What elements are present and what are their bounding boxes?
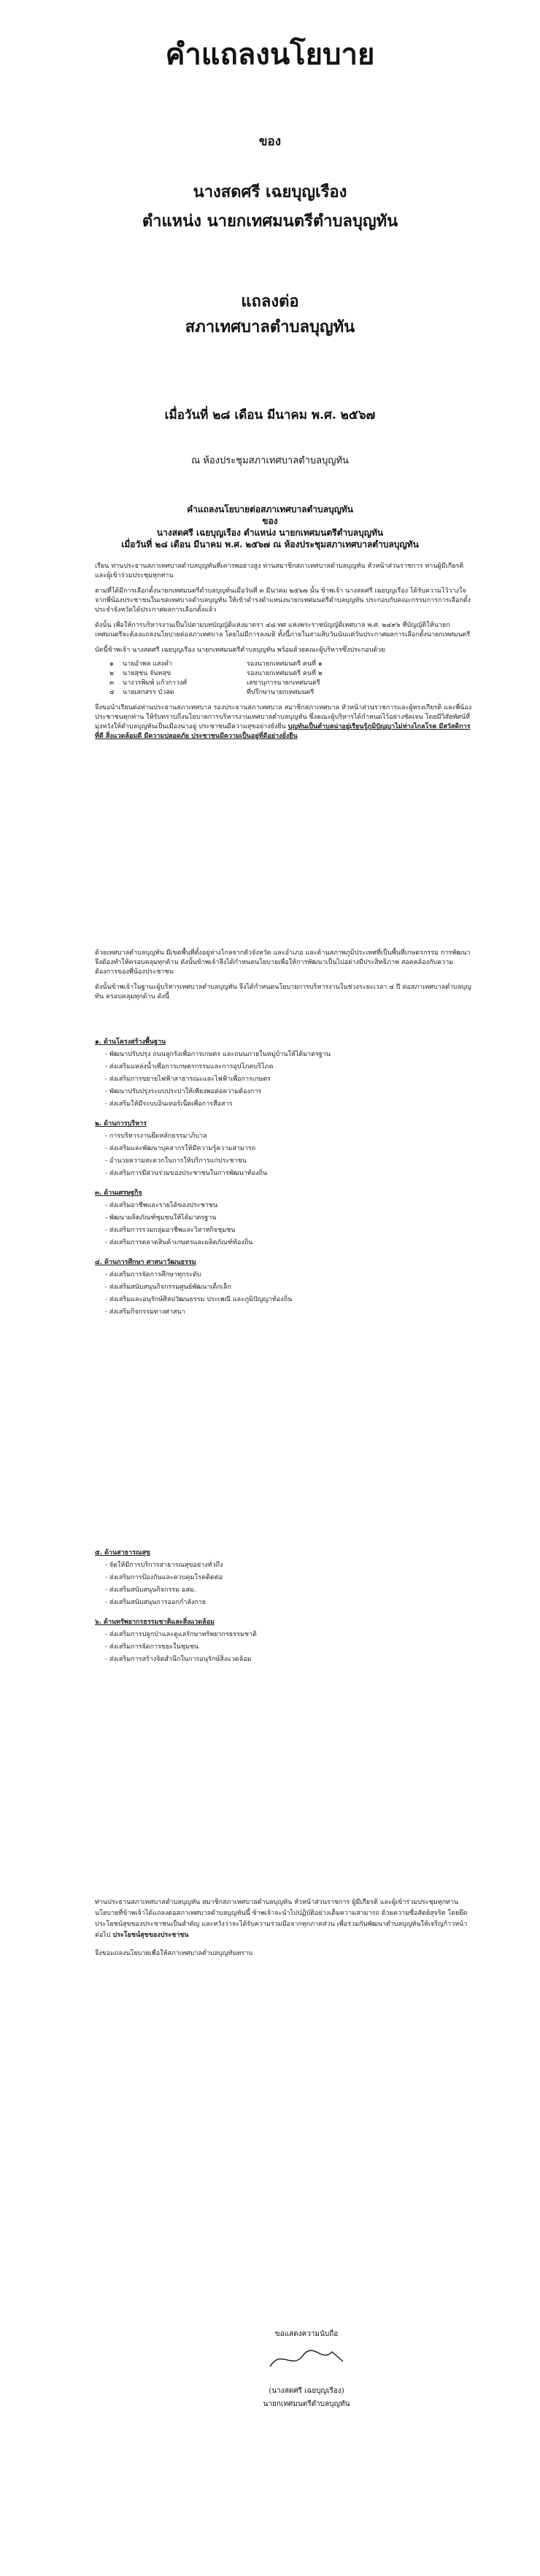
team-name: นายอำพล แสงคำ [123,660,173,668]
policy-intro: ด้วยเทศบาลตำบลบุญทัน มีเขตพื้นที่ตั้งอยู่ห่างไกลจากตัวจังหวัด และอำเภอ และด้านสภาพภูมิประเทศที่เป็นพื้นที่เกษตรกรรม การพัฒนาจึงต้องทำให้ครอบคลุมทุกด้าน ดังนั้นข้าพเจ้าจึงได้กำหนดนโยบายเพื่อให้การพัฒนาเป็นไปอย่างมีประสิทธิภาพ สอดคล้องกับความต้องการของพี่น้องประชาชน [95,949,471,976]
policy-item: - ส่งเสริมการจัดการขยะในชุมชน [105,1643,199,1651]
header-line: ของ [262,516,278,526]
intro-paragraph: ตามที่ได้มีการเลือกตั้งนายกเทศมนตรีตำบลบุญทันเมื่อวันที่ ๓ มีนาคม ๒๕๖๗ นั้น ข้าพเจ้า นางสดศรี เฉยบุญเรือง ได้รับความไว้วางใจจากพี่น้องประชาชนในเขตเทศบาลตำบลบุญทัน ให้เข้าดำรงตำแหน่งนายกเทศมนตรีตำบลบุญทัน ประกอบกับคณะกรรมการการเลือกตั้งประจำจังหวัดได้ประกาศผลการเลือกตั้งแล้ว [95,587,471,614]
closing-section [95,1897,474,1959]
closing-line: จึงขอแถลงนโยบายเพื่อให้สภาเทศบาลตำบลบุญทันทราบ [95,1950,253,1957]
policy-title: ๓. ด้านเศรษฐกิจ [95,1189,142,1197]
policy-item: - ส่งเสริมการมีส่วนร่วมของประชาชนในการพัฒนาท้องถิ่น [105,1170,268,1177]
intro-paragraph: เรียน ท่านประธานสภาเทศบาลตำบลบุญทันที่เคารพอย่างสูง ท่านสมาชิกสภาเทศบาลตำบลบุญทัน หัวหน้าส่วนราชการ ท่านผู้มีเกียรติ และผู้เข้าร่วมประชุมทุกท่าน [95,563,464,579]
policy-item: - ส่งเสริมและอนุรักษ์ศิลปวัฒนธรรม ประเพณี และภูมิปัญญาท้องถิ่น [105,1296,293,1303]
signature-block [234,2328,379,2411]
team-role: ที่ปรึกษานายกเทศมนตรี [247,689,315,696]
team-name: นางวรพิมพ์ แก้วกาวงศ์ [123,679,188,687]
intro-section [95,562,474,741]
intro-paragraph: ดังนั้น เพื่อให้การบริหารงานเป็นไปตามบทบัญญัติแห่งมาตรา ๔๘ ทศ แห่งพระราชบัญญัติเทศบาล พ.ศ. ๒๔๙๖ ที่บัญญัติให้นายกเทศมนตรีจะต้องแถลงนโยบายต่อสภาเทศบาล โดยไม่มีการลงมติ ทั้งนี้ภายในสามสิบวันนับแต่วันประกาศผลการเลือกตั้งนายกเทศมนตรี [95,622,471,639]
policies-part-1 [95,1036,474,1319]
policy-item: - ส่งเสริมการสร้างจิตสำนึกในการอนุรักษ์สิ่งแวดล้อม [105,1656,252,1663]
team-role: รองนายกเทศมนตรี คนที่ ๑ [247,660,323,668]
policy-item: - ส่งเสริมกิจกรรมทางศาสนา [105,1308,185,1316]
team-name: นายเสกสรร บัวสด [123,689,174,696]
team-name: นายสุชน จันทสุข [123,670,171,677]
council-name: สภาเทศบาลตำบลบุญทัน [185,317,355,336]
policy-items [105,1629,474,1666]
vision-bold: บุญทันเป็นตำบลน่าอยู่เรียนรู้ภูมิปัญญาไม่ห่างไกลโรค มีสวัสดิการที่ดี สิ่งแวดล้อมดี มีความปลอดภัย ประชาชนมีความเป็นอยู่ที่ดีอย่างยั่งยืน [95,723,471,740]
policy-items [105,1269,474,1319]
handwritten-signature [263,2341,350,2378]
policy-intro2: ดังนั้นข้าพเจ้าในฐานะผู้บริหารเทศบาลตำบลบุญทัน จึงได้กำหนดนโยบายการบริหารงานในช่วงระยะเวลา ๔ ปี ต่อสภาเทศบาลตำบลบุญทัน ครอบคลุมทุกด้าน ดังนี้ [95,984,471,1000]
policy-item: - อำนวยความสะดวกในการให้บริการแก่ประชาชน [105,1157,247,1165]
policy-items [105,1200,474,1249]
closing-text: ท่านประธานสภาเทศบาลตำบลบุญทัน สมาชิกสภาเทศบาลตำบลบุญทัน หัวหน้าส่วนราชการ ผู้มีเกียรติ และผู้เข้าร่วมประชุมทุกท่าน นโยบายที่ข้าพเจ้าได้แถลงต่อสภาเทศบาลตำบลบุญทันนี้ ข้าพเจ้าจะนำไปปฏิบัติอย่างเต็มความสามารถ ด้วยความซื่อสัตย์สุจริต โดยยึดประโยชน์สุขของประชาชนเป็นสำคัญ และหวังว่าจะได้รับความร่วมมือจากทุกภาคส่วน เพื่อร่วมกันพัฒนาตำบลบุญทันให้เจริญก้าวหน้าต่อไป [95,1899,468,1939]
intro-paragraph: บัดนี้ข้าพเจ้า นางสดศรี เฉยบุญเรือง นายกเทศมนตรีตำบลบุญทัน พร้อมด้วยคณะผู้บริหารซึ่งประกอบด้วย [95,647,385,654]
policy-title: ๖. ด้านทรัพยากรธรรมชาติและสิ่งแวดล้อม [95,1619,215,1626]
closing-bold: ประโยชน์สุขของประชาชน [112,1932,189,1939]
policy-item: - ส่งเสริมและพัฒนาบุคลากรให้มีความรู้ความสามารถ [105,1145,256,1152]
team-list [109,660,474,698]
policy-item: - ส่งเสริมแหล่งน้ำเพื่อการเกษตรกรรมและการอุปโภคบริโภค [105,1063,274,1071]
policy-items [105,1049,474,1111]
team-no: ๑ [109,660,114,668]
policy-item: - พัฒนาปรับปรุงระบบประปาให้เพียงพอต่อความต้องการ [105,1088,262,1095]
respect-line: ขอแสดงความนับถือ [274,2330,339,2338]
signer-position: นายกเทศมนตรีตำบลบุญทัน [263,2400,350,2408]
speaker-position: ตำแหน่ง นายกเทศมนตรีตำบลบุญทัน [142,212,398,231]
header-line: คำแถลงนโยบายต่อสภาเทศบาลตำบลบุญทัน [187,504,353,514]
policy-item: - ส่งเสริมให้มีระบบอินเทอร์เน็ตเพื่อการสื่อสาร [105,1100,233,1108]
policy-items [105,1130,474,1180]
policy-item: - ส่งเสริมสนับสนุนกิจกรรมศูนย์พัฒนาเด็กเล็ก [105,1284,231,1291]
page-title: คำแถลงนโยบาย [165,37,375,72]
signer-name: (นางสดศรี เฉยบุญเรือง) [269,2387,344,2395]
venue-line: ณ ห้องประชุมสภาเทศบาลตำบลบุญทัน [191,455,349,466]
policy-intro-section [95,949,474,1009]
policy-item: - พัฒนาผลิตภัณฑ์ชุมชนให้ได้มาตรฐาน [105,1214,217,1222]
policy-item: - การบริหารงานยึดหลักธรรมาภิบาล [105,1133,207,1140]
policy-item: - พัฒนาปรับปรุง ถนนลูกรังเพื่อการเกษตร และถนนภายในหมู่บ้านให้ได้มาตรฐาน [105,1051,331,1058]
vision-text: จึงขอนำเรียนต่อท่านประธานสภาเทศบาล รองประธานสภาเทศบาล สมาชิกสภาเทศบาล หัวหน้าส่วนราชการและผู้ทรงเกียรติ และพี่น้องประชาชนทุกท่าน ให้รับทราบถึงนโยบายการบริหารงานเทศบาลตำบลบุญทัน ซึ่งคณะผู้บริหารได้กำหนดไว้อย่างชัดเจน โดยมีวิสัยทัศน์ที่มุ่งหวังให้ตำบลบุญทันเป็นเมืองน่าอยู่ ประชาชนมีความสุขอย่างยั่งยืน [95,704,472,730]
closing-paragraph [95,1897,474,1941]
policy-item: - ส่งเสริมอาชีพและรายได้ของประชาชน [105,1202,218,1209]
team-member [109,660,474,669]
team-role: เลขานุการนายกเทศมนตรี [247,679,320,687]
policy-items [105,1559,474,1609]
speaker-name: นางสดศรี เฉยบุญเรือง [193,182,347,201]
policy-title: ๒. ด้านการบริหาร [95,1120,147,1127]
to-label: แถลงต่อ [241,292,299,311]
signature-space [234,2341,379,2385]
team-no: ๓ [109,679,115,687]
policy-item: - ส่งเสริมการป้องกันและควบคุมโรคติดต่อ [105,1574,223,1581]
of-label: ของ [258,134,282,149]
policy-item: - ส่งเสริมการตลาดสินค้าเกษตรและผลิตภัณฑ์ท้องถิ่น [105,1239,253,1246]
policy-item: - ส่งเสริมสนับสนุนกิจกรรม อสม. [105,1586,196,1594]
date-line: เมื่อวันที่ ๒๘ เดือน มีนาคม พ.ศ. ๒๕๖๗ [164,408,376,423]
policy-title: ๔. ด้านการศึกษา ศาสนาวัฒนธรรม [95,1259,196,1266]
policy-item: - ส่งเสริมสนับสนุนการออกกำลังกาย [105,1599,207,1606]
policy-item: - ส่งเสริมการขยายไฟฟ้าสาธารณะและไฟฟ้าเพื่อการเกษตร [105,1076,271,1083]
header-block [0,504,540,550]
team-member [109,669,474,679]
team-member [109,688,474,698]
policy-item: - ส่งเสริมการปลูกป่าและดูแลรักษาทรัพยากรธรรมชาติ [105,1631,257,1638]
policies-part-2 [95,1547,474,1666]
policy-item: - จัดให้มีการบริการสาธารณสุขอย่างทั่วถึง [105,1562,223,1569]
policy-item: - ส่งเสริมการรวมกลุ่มอาชีพและวิสาหกิจชุมชน [105,1227,236,1234]
team-role: รองนายกเทศมนตรี คนที่ ๒ [247,670,323,677]
policy-item: - ส่งเสริมการจัดการศึกษาทุกระดับ [105,1271,201,1279]
vision-paragraph [95,703,474,741]
header-line: เมื่อวันที่ ๒๘ เดือน มีนาคม พ.ศ. ๒๕๖๗ ณ ห้องประชุมสภาเทศบาลตำบลบุญทัน [121,539,419,549]
policy-title: ๑. ด้านโครงสร้างพื้นฐาน [95,1038,166,1046]
policy-title: ๕. ด้านสาธารณสุข [95,1549,151,1557]
team-no: ๔ [109,689,115,696]
team-member [109,679,474,688]
header-line: นางสดศรี เฉยบุญเรือง ตำแหน่ง นายกเทศมนตรีตำบลบุญทัน [156,528,384,538]
team-no: ๒ [109,670,114,677]
